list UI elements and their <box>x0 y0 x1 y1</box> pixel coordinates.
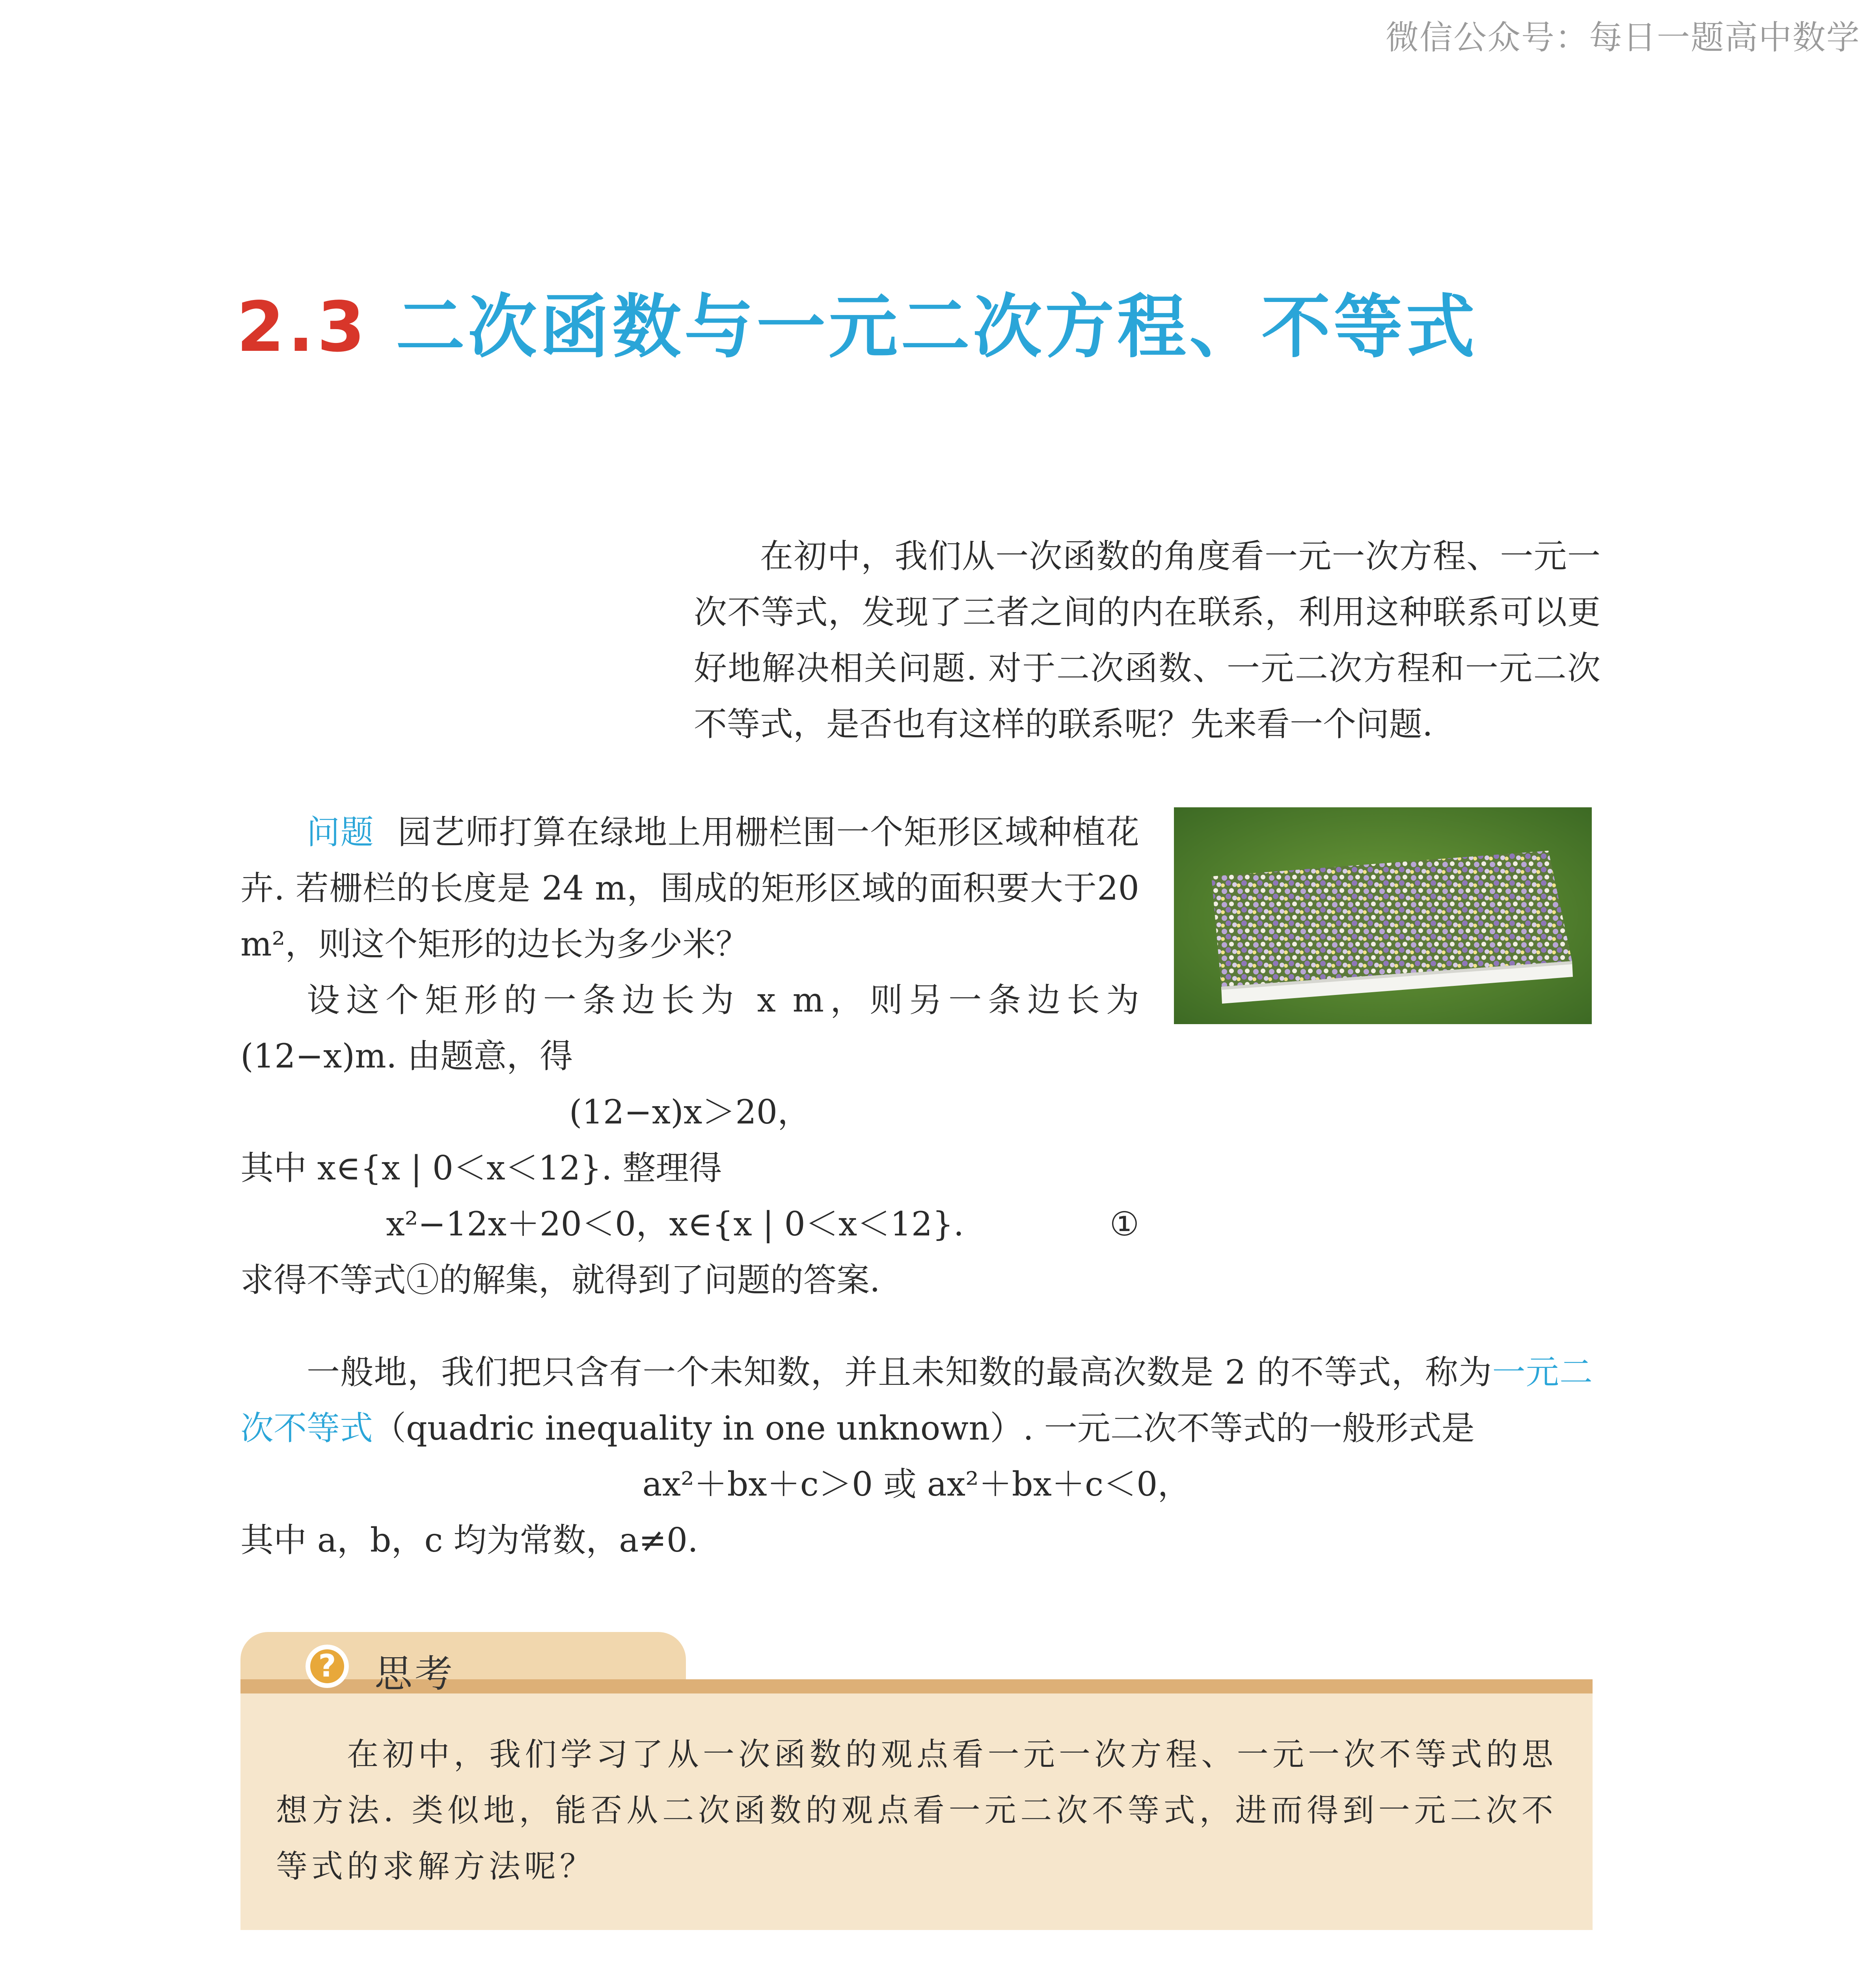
section-title <box>237 272 1478 371</box>
equation-2-row <box>240 1196 1139 1252</box>
section-title-text: 二次函数与一元二次方程、不等式 <box>396 287 1478 367</box>
think-text: 在初中，我们学习了从一次函数的观点看一元一次方程、一元一次不等式的思想方法. 类似地，能否从二次函数的观点看一元二次不等式，进而得到一元二次不等式的求解方法呢？ <box>276 1736 1557 1885</box>
problem-block <box>240 804 1139 1308</box>
think-title: 思考 <box>374 1652 455 1696</box>
intro-paragraph: 在初中，我们从一次函数的角度看一元一次方程、一元一次不等式，发现了三者之间的内在联系，利用这种联系可以更好地解决相关问题. 对于二次函数、一元二次方程和一元二次不等式，是否也有这样的联系呢？先来看一个问题. <box>694 537 1600 743</box>
definition-term: 一元二次不等式 <box>240 1353 1593 1448</box>
problem-setup: 设这个矩形的一条边长为 x m，则另一条边长为(12−x)m. 由题意，得 <box>240 981 1139 1075</box>
equation-1: (12−x)x＞20， <box>569 1093 811 1131</box>
equation-2-mark: ① <box>1109 1205 1139 1243</box>
constants-note: 其中 a，b，c 均为常数，a≠0. <box>240 1521 698 1559</box>
problem-line-2: 其中 x∈{x | 0＜x＜12}. 整理得 <box>240 1149 722 1187</box>
definition-block <box>240 1344 1593 1568</box>
flower-garden-photo <box>1174 807 1592 1024</box>
problem-text: 园艺师打算在绿地上用栅栏围一个矩形区域种植花卉. 若栅栏的长度是 24 m，围成的矩形区域的面积要大于20 m²，则这个矩形的边长为多少米？ <box>240 813 1139 963</box>
general-form-formula: ax²＋bx＋c＞0 或 ax²＋bx＋c＜0， <box>642 1465 1191 1503</box>
watermark: 微信公众号：每日一题高中数学 <box>1385 18 1860 57</box>
problem-statement <box>240 804 1139 972</box>
definition-text: 一般地，我们把只含有一个未知数，并且未知数的最高次数是 2 的不等式，称为一元二次不等式（quadric inequality in one unknown）. 一元二次不等式的一般形式是 <box>240 1353 1593 1448</box>
section-number: 2.3 <box>237 287 369 367</box>
question-icon: ? <box>306 1645 349 1688</box>
problem-conclusion: 求得不等式①的解集，就得到了问题的答案. <box>240 1261 880 1299</box>
problem-label: 问题 <box>307 813 374 851</box>
flower-garden-image <box>1174 807 1592 1024</box>
equation-2: x²−12x＋20＜0，x∈{x | 0＜x＜12}. <box>386 1205 964 1243</box>
